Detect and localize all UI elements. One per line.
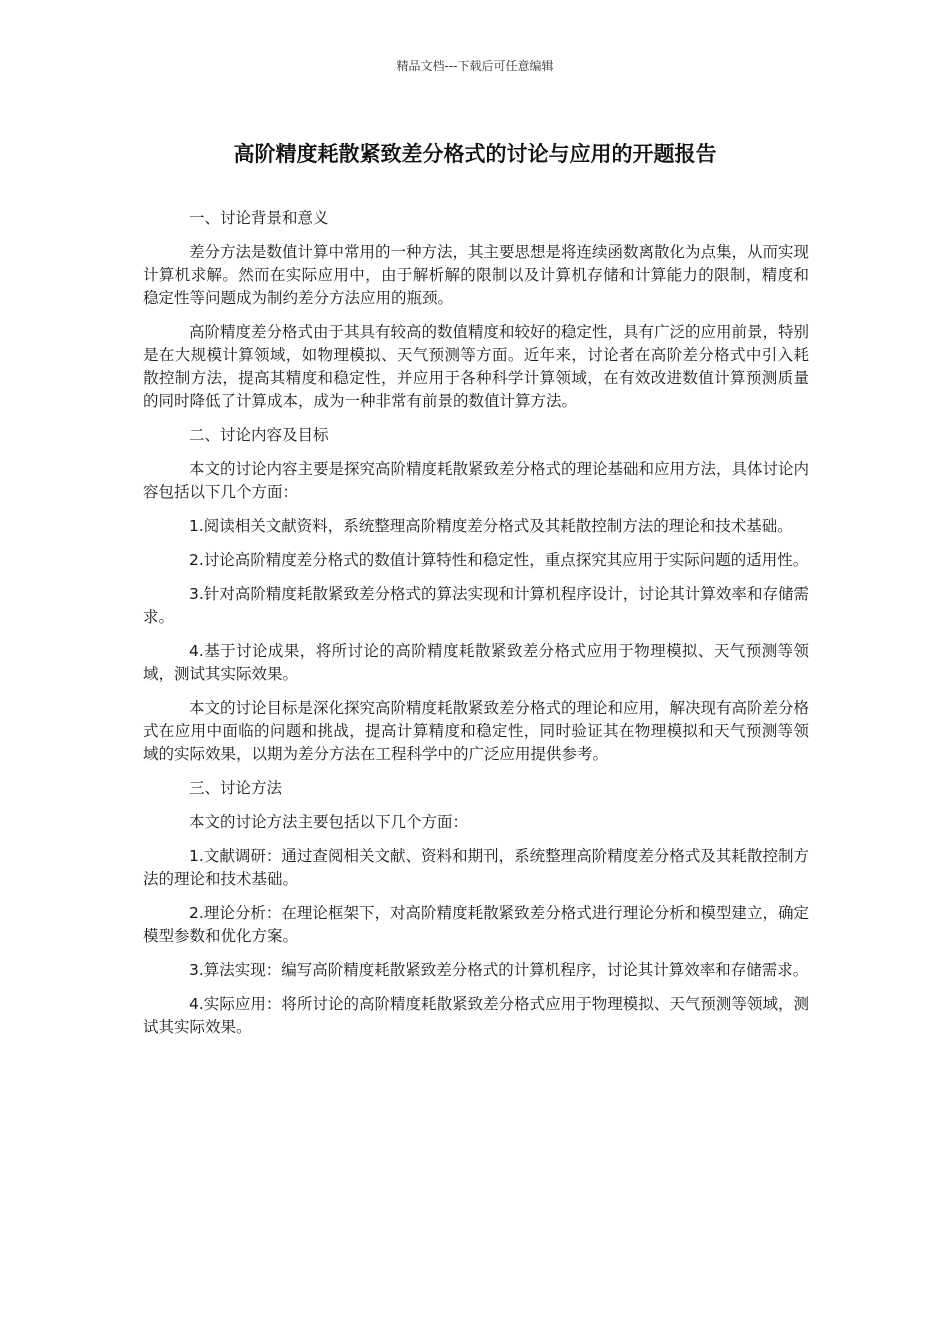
list-item: 1.文献调研：通过查阅相关文献、资料和期刊，系统整理高阶精度差分格式及其耗散控制方法的理论和技术基础。: [143, 847, 809, 888]
paragraph: 高阶精度差分格式由于其具有较高的数值精度和较好的稳定性，具有广泛的应用前景，特别是在大规模计算领域，如物理模拟、天气预测等方面。近年来，讨论者在高阶差分格式中引入耗散控制方法，提高其精度和稳定性，并应用于各种科学计算领域，在有效改进数值计算预测质量的同时降低了计算成本，成为一种非常有前景的数值计算方法。: [143, 323, 810, 410]
list-item: 2.讨论高阶精度差分格式的数值计算特性和稳定性，重点探究其应用于实际问题的适用性。: [189, 551, 809, 569]
section-heading-method: 三、讨论方法: [189, 779, 283, 797]
list-item: 4.基于讨论成果，将所讨论的高阶精度耗散紧致差分格式应用于物理模拟、天气预测等领域，测试其实际效果。: [143, 642, 809, 683]
paragraph: 本文的讨论内容主要是探究高阶精度耗散紧致差分格式的理论基础和应用方法，具体讨论内容包括以下几个方面：: [143, 460, 810, 501]
list-item: 1.阅读相关文献资料，系统整理高阶精度差分格式及其耗散控制方法的理论和技术基础。: [189, 517, 793, 535]
paragraph: 本文的讨论目标是深化探究高阶精度耗散紧致差分格式的理论和应用，解决现有高阶差分格式在应用中面临的问题和挑战，提高计算精度和稳定性，同时验证其在物理模拟和天气预测等领域的实际效果，以期为差分方法在工程科学中的广泛应用提供参考。: [143, 699, 810, 763]
list-item: 3.针对高阶精度耗散紧致差分格式的算法实现和计算机程序设计，讨论其计算效率和存储需求。: [143, 585, 809, 626]
section-heading-background: 一、讨论背景和意义: [189, 209, 329, 227]
header-note: 精品文档---下载后可任意编辑: [396, 59, 554, 73]
list-item: 3.算法实现：编写高阶精度耗散紧致差分格式的计算机程序，讨论其计算效率和存储需求。: [189, 961, 809, 979]
paragraph: 差分方法是数值计算中常用的一种方法，其主要思想是将连续函数离散化为点集，从而实现计算机求解。然而在实际应用中，由于解析解的限制以及计算机存储和计算能力的限制，精度和稳定性等问题成为制约差分方法应用的瓶颈。: [143, 243, 810, 307]
document-title: 高阶精度耗散紧致差分格式的讨论与应用的开题报告: [233, 142, 717, 166]
list-item: 4.实际应用：将所讨论的高阶精度耗散紧致差分格式应用于物理模拟、天气预测等领域，测试其实际效果。: [143, 995, 809, 1036]
list-item: 2.理论分析：在理论框架下，对高阶精度耗散紧致差分格式进行理论分析和模型建立，确定模型参数和优化方案。: [143, 904, 809, 945]
document-body: [143, 207, 809, 1050]
paragraph: 本文的讨论方法主要包括以下几个方面：: [189, 813, 469, 831]
section-heading-content: 二、讨论内容及目标: [189, 426, 329, 444]
